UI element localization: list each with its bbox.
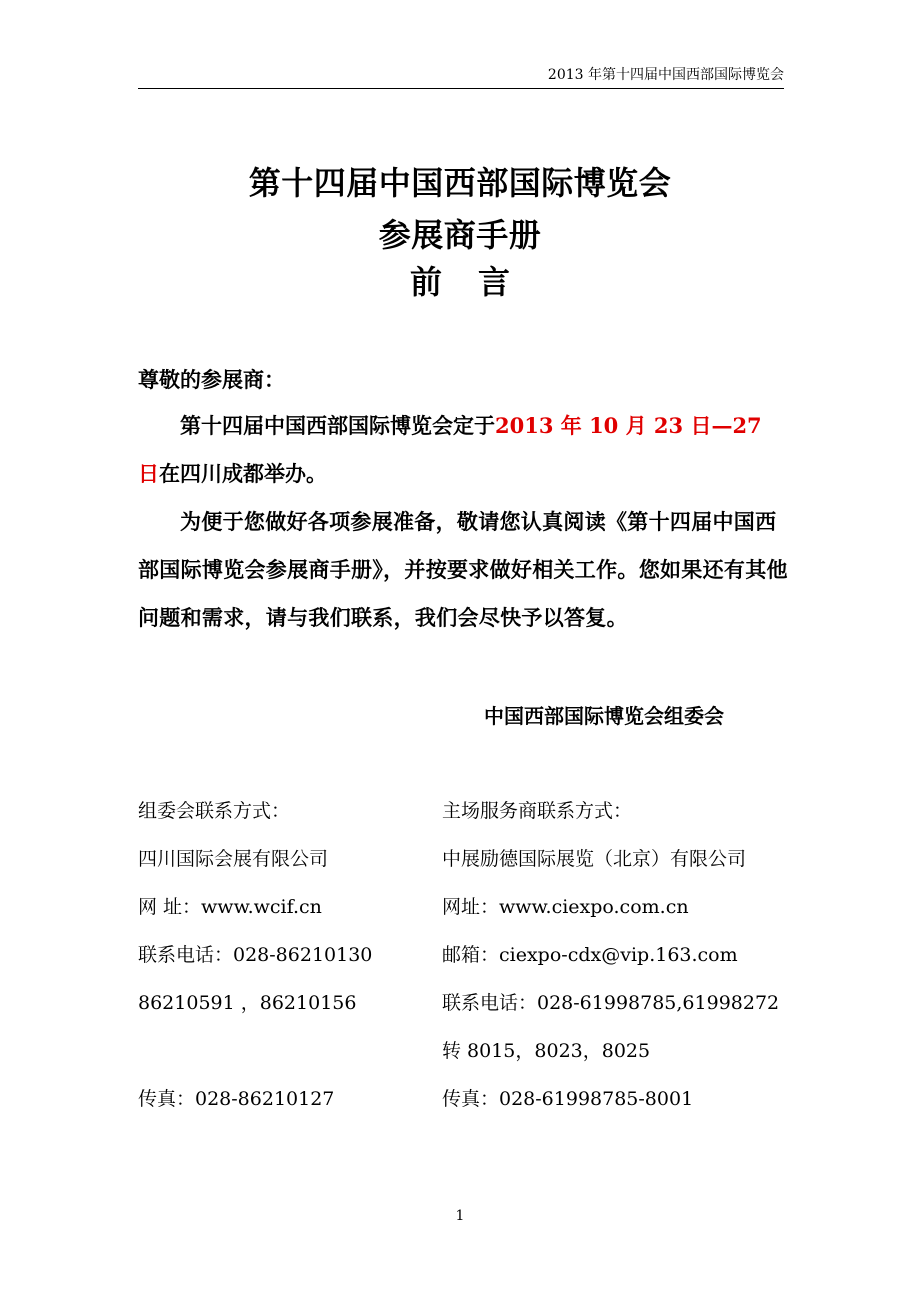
organizer-phone: 联系电话：028-86210130 bbox=[138, 944, 373, 966]
paragraph-dates-location: 在四川成都举办。 bbox=[159, 461, 327, 486]
title-exhibition-name: 第十四届中国西部国际博览会 bbox=[248, 164, 672, 202]
salutation: 尊敬的参展商： bbox=[138, 367, 285, 392]
service-phone-extensions: 转 8015，8023，8025 bbox=[442, 1040, 651, 1062]
organizer-contact-block bbox=[138, 787, 428, 1123]
organizer-website: 网 址：www.wcif.cn bbox=[138, 896, 322, 918]
paragraph-dates-intro: 第十四届中国西部国际博览会定于 bbox=[180, 413, 495, 438]
page-number: 1 bbox=[455, 1208, 465, 1224]
service-website: 网址：www.ciexpo.com.cn bbox=[442, 896, 689, 918]
organizer-blank-line bbox=[138, 1027, 428, 1075]
service-company: 中展励德国际展览（北京）有限公司 bbox=[442, 848, 747, 870]
title-exhibitor-manual: 参展商手册 bbox=[378, 216, 542, 254]
title-preface: 前言 bbox=[409, 263, 546, 301]
paragraph-dates bbox=[138, 402, 788, 498]
service-contact-heading: 主场服务商联系方式： bbox=[442, 800, 633, 822]
header-rule bbox=[138, 88, 784, 89]
service-contact-block bbox=[442, 787, 802, 1123]
organizer-fax: 传真：028-86210127 bbox=[138, 1088, 335, 1110]
organizer-phone-extra: 86210591 ，86210156 bbox=[138, 992, 357, 1014]
service-phone: 联系电话：028-61998785,61998272 bbox=[442, 992, 780, 1014]
organizer-company: 四川国际会展有限公司 bbox=[138, 848, 329, 870]
service-fax: 传真：028-61998785-8001 bbox=[442, 1088, 694, 1110]
organizer-contact-heading: 组委会联系方式： bbox=[138, 800, 291, 822]
organizer-signature: 中国西部国际博览会组委会 bbox=[484, 704, 724, 728]
service-email: 邮箱：ciexpo-cdx@vip.163.com bbox=[442, 944, 738, 966]
event-dates: 2013 年 10 月 23 日—27 日 bbox=[138, 413, 762, 486]
running-header: 2013 年第十四届中国西部国际博览会 bbox=[547, 67, 784, 83]
paragraph-instructions: 为便于您做好各项参展准备，敬请您认真阅读《第十四届中国西部国际博览会参展商手册》，并按要求做好相关工作。您如果还有其他问题和需求，请与我们联系，我们会尽快予以答复。 bbox=[138, 509, 788, 630]
